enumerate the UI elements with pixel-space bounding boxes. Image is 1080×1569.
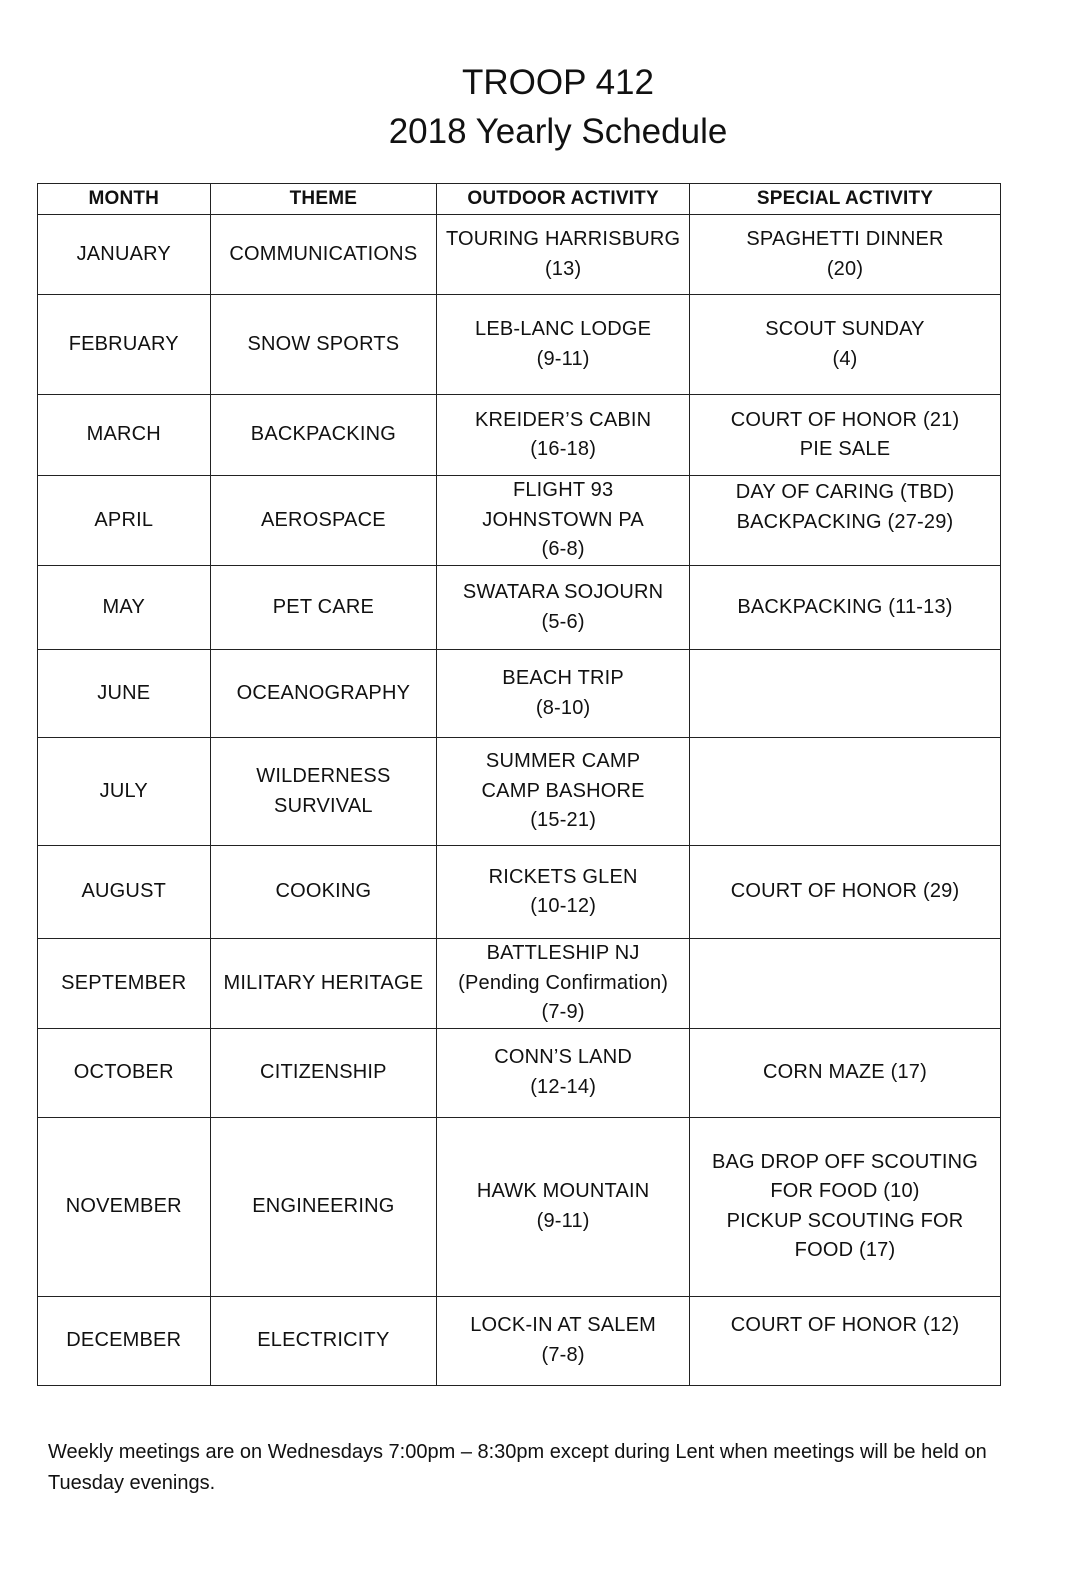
month-cell: JANUARY (38, 215, 211, 295)
special-activity-cell (690, 650, 1001, 738)
special-activity-cell: CORN MAZE (17) (690, 1028, 1001, 1117)
special-activity-cell: BAG DROP OFF SCOUTING FOR FOOD (10) PICKUP SCOUTING FOR FOOD (17) (690, 1117, 1001, 1296)
table-row (38, 846, 1001, 939)
outdoor-activity-cell: SUMMER CAMP CAMP BASHORE (15-21) (437, 738, 690, 846)
table-row (38, 939, 1001, 1029)
outdoor-activity-cell: BATTLESHIP NJ (Pending Confirmation) (7-9) (437, 939, 690, 1029)
table-row (38, 476, 1001, 566)
header-row (38, 184, 1001, 215)
theme-cell: PET CARE (210, 566, 437, 650)
month-cell: SEPTEMBER (38, 939, 211, 1029)
outdoor-activity-cell: KREIDER’S CABIN (16-18) (437, 395, 690, 476)
outdoor-activity-cell: FLIGHT 93 JOHNSTOWN PA (6-8) (437, 476, 690, 566)
outdoor-activity-cell: RICKETS GLEN (10-12) (437, 846, 690, 939)
special-activity-cell: COURT OF HONOR (21) PIE SALE (690, 395, 1001, 476)
theme-cell: WILDERNESS SURVIVAL (210, 738, 437, 846)
month-cell: MARCH (38, 395, 211, 476)
outdoor-activity-cell: CONN’S LAND (12-14) (437, 1028, 690, 1117)
theme-cell: COMMUNICATIONS (210, 215, 437, 295)
outdoor-activity-cell: HAWK MOUNTAIN (9-11) (437, 1117, 690, 1296)
theme-cell: BACKPACKING (210, 395, 437, 476)
table-row (38, 566, 1001, 650)
schedule-table (37, 183, 1001, 1386)
theme-cell: ENGINEERING (210, 1117, 437, 1296)
outdoor-activity-cell: BEACH TRIP (8-10) (437, 650, 690, 738)
special-activity-cell: SPAGHETTI DINNER (20) (690, 215, 1001, 295)
month-cell: NOVEMBER (38, 1117, 211, 1296)
table-row (38, 738, 1001, 846)
theme-cell: COOKING (210, 846, 437, 939)
outdoor-activity-cell: LEB-LANC LODGE (9-11) (437, 295, 690, 395)
month-cell: JULY (38, 738, 211, 846)
month-cell: MAY (38, 566, 211, 650)
meeting-note: Weekly meetings are on Wednesdays 7:00pm – 8:30pm except during Lent when meetings will be held on Tuesday evenings. (48, 1441, 987, 1494)
month-cell: DECEMBER (38, 1296, 211, 1385)
month-cell: APRIL (38, 476, 211, 566)
table-row (38, 295, 1001, 395)
special-activity-cell: COURT OF HONOR (29) (690, 846, 1001, 939)
theme-cell: MILITARY HERITAGE (210, 939, 437, 1029)
special-activity-cell (690, 939, 1001, 1029)
theme-cell: CITIZENSHIP (210, 1028, 437, 1117)
table-row (38, 1028, 1001, 1117)
outdoor-activity-cell: LOCK-IN AT SALEM (7-8) (437, 1296, 690, 1385)
special-activity-cell: SCOUT SUNDAY (4) (690, 295, 1001, 395)
theme-cell: AEROSPACE (210, 476, 437, 566)
table-row (38, 1296, 1001, 1385)
special-activity-cell (690, 738, 1001, 846)
special-activity-cell: DAY OF CARING (TBD) BACKPACKING (27-29) (690, 476, 1001, 566)
month-cell: FEBRUARY (38, 295, 211, 395)
outdoor-activity-cell: SWATARA SOJOURN (5-6) (437, 566, 690, 650)
month-cell: OCTOBER (38, 1028, 211, 1117)
column-header-outdoor-activity: OUTDOOR ACTIVITY (437, 184, 690, 215)
table-row (38, 215, 1001, 295)
column-header-theme: THEME (210, 184, 437, 215)
column-header-special-activity: SPECIAL ACTIVITY (690, 184, 1001, 215)
table-row (38, 650, 1001, 738)
column-header-month: MONTH (38, 184, 211, 215)
theme-cell: OCEANOGRAPHY (210, 650, 437, 738)
month-cell: JUNE (38, 650, 211, 738)
theme-cell: SNOW SPORTS (210, 295, 437, 395)
special-activity-cell: COURT OF HONOR (12) (690, 1296, 1001, 1385)
outdoor-activity-cell: TOURING HARRISBURG (13) (437, 215, 690, 295)
theme-cell: ELECTRICITY (210, 1296, 437, 1385)
month-cell: AUGUST (38, 846, 211, 939)
table-row (38, 1117, 1001, 1296)
special-activity-cell: BACKPACKING (11-13) (690, 566, 1001, 650)
troop-title: TROOP 412 (462, 63, 654, 102)
table-row (38, 395, 1001, 476)
schedule-title: 2018 Yearly Schedule (388, 112, 728, 151)
